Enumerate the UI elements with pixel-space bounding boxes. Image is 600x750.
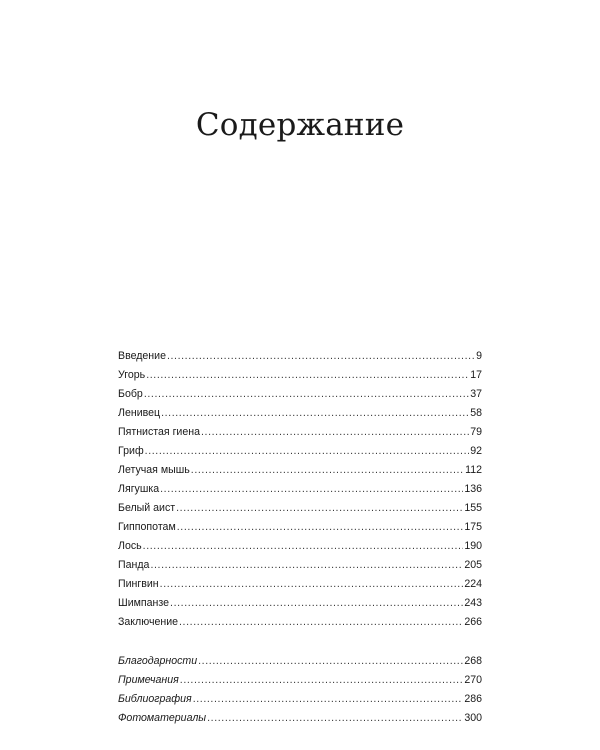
toc-entry-intro [118, 347, 482, 366]
toc-back-matter-list [118, 652, 482, 728]
toc-entry-page: 155 [464, 502, 482, 514]
toc-entry-label: Примечания [118, 674, 179, 686]
toc-entry-page: 300 [464, 712, 482, 724]
toc-entry-moose [118, 537, 482, 556]
toc-leader-dots [176, 499, 463, 518]
toc-entry-label: Пятнистая гиена [118, 426, 200, 438]
toc-leader-dots [143, 537, 464, 556]
toc-entry-eel [118, 366, 482, 385]
toc-entry-conclusion [118, 613, 482, 632]
toc-entry-label: Фотоматериалы [118, 712, 207, 724]
page-title: Содержание [195, 107, 405, 143]
toc-entry-vulture [118, 442, 482, 461]
toc-entry-label: Белый аист [118, 502, 176, 514]
toc-entry-sloth [118, 404, 482, 423]
toc-entry-label: Пингвин [118, 578, 159, 590]
toc-entry-page: 243 [464, 597, 482, 609]
toc-entry-label: Библиография [118, 693, 192, 705]
toc-leader-dots [179, 613, 463, 632]
toc-entry-page: 58 [470, 407, 482, 419]
toc-entry-page: 224 [464, 578, 482, 590]
toc-leader-dots [167, 347, 475, 366]
toc-entry-label: Благодарности [118, 655, 198, 667]
table-of-contents [118, 347, 482, 728]
toc-section-gap [118, 632, 482, 652]
toc-entry-label: Введение [118, 350, 166, 362]
toc-leader-dots [177, 518, 464, 537]
toc-entry-notes [118, 671, 482, 690]
toc-entry-label: Бобр [118, 388, 143, 400]
toc-entry-hippo [118, 518, 482, 537]
toc-entry-page: 175 [464, 521, 482, 533]
toc-leader-dots [150, 556, 463, 575]
toc-entry-photos [118, 709, 482, 728]
toc-entry-label: Лось [118, 540, 142, 552]
toc-entry-frog [118, 480, 482, 499]
toc-entry-label: Летучая мышь [118, 464, 190, 476]
toc-leader-dots [201, 423, 469, 442]
toc-leader-dots [193, 690, 464, 709]
toc-entry-label: Угорь [118, 369, 146, 381]
toc-leader-dots [145, 442, 470, 461]
toc-entry-page: 268 [464, 655, 482, 667]
toc-entry-page: 9 [476, 350, 482, 362]
toc-leader-dots [161, 404, 469, 423]
toc-entry-page: 136 [464, 483, 482, 495]
toc-entry-page: 190 [464, 540, 482, 552]
toc-leader-dots [198, 652, 463, 671]
toc-leader-dots [160, 480, 463, 499]
toc-entry-chimpanzee [118, 594, 482, 613]
toc-leader-dots [160, 575, 464, 594]
toc-entry-page: 205 [464, 559, 482, 571]
toc-entry-page: 270 [464, 674, 482, 686]
toc-entry-label: Заключение [118, 616, 179, 628]
toc-leader-dots [191, 461, 464, 480]
toc-leader-dots [207, 709, 463, 728]
toc-entry-beaver [118, 385, 482, 404]
toc-entry-label: Лягушка [118, 483, 160, 495]
toc-entry-page: 112 [465, 464, 482, 476]
toc-entry-penguin [118, 575, 482, 594]
toc-entry-label: Ленивец [118, 407, 161, 419]
toc-leader-dots [144, 385, 469, 404]
toc-leader-dots [146, 366, 469, 385]
toc-entry-panda [118, 556, 482, 575]
toc-entry-label: Гиппопотам [118, 521, 176, 533]
toc-entry-label: Панда [118, 559, 150, 571]
toc-entry-stork [118, 499, 482, 518]
toc-entry-acknowledgements [118, 652, 482, 671]
toc-entry-page: 17 [470, 369, 482, 381]
toc-entry-hyena [118, 423, 482, 442]
toc-entry-page: 266 [464, 616, 482, 628]
toc-entry-page: 92 [470, 445, 482, 457]
toc-entry-bat [118, 461, 482, 480]
toc-entry-label: Гриф [118, 445, 144, 457]
toc-leader-dots [180, 671, 464, 690]
toc-entry-label: Шимпанзе [118, 597, 170, 609]
toc-entry-page: 37 [470, 388, 482, 400]
toc-leader-dots [170, 594, 463, 613]
toc-chapter-list [118, 347, 482, 632]
toc-entry-page: 79 [470, 426, 482, 438]
toc-entry-bibliography [118, 690, 482, 709]
toc-entry-page: 286 [464, 693, 482, 705]
